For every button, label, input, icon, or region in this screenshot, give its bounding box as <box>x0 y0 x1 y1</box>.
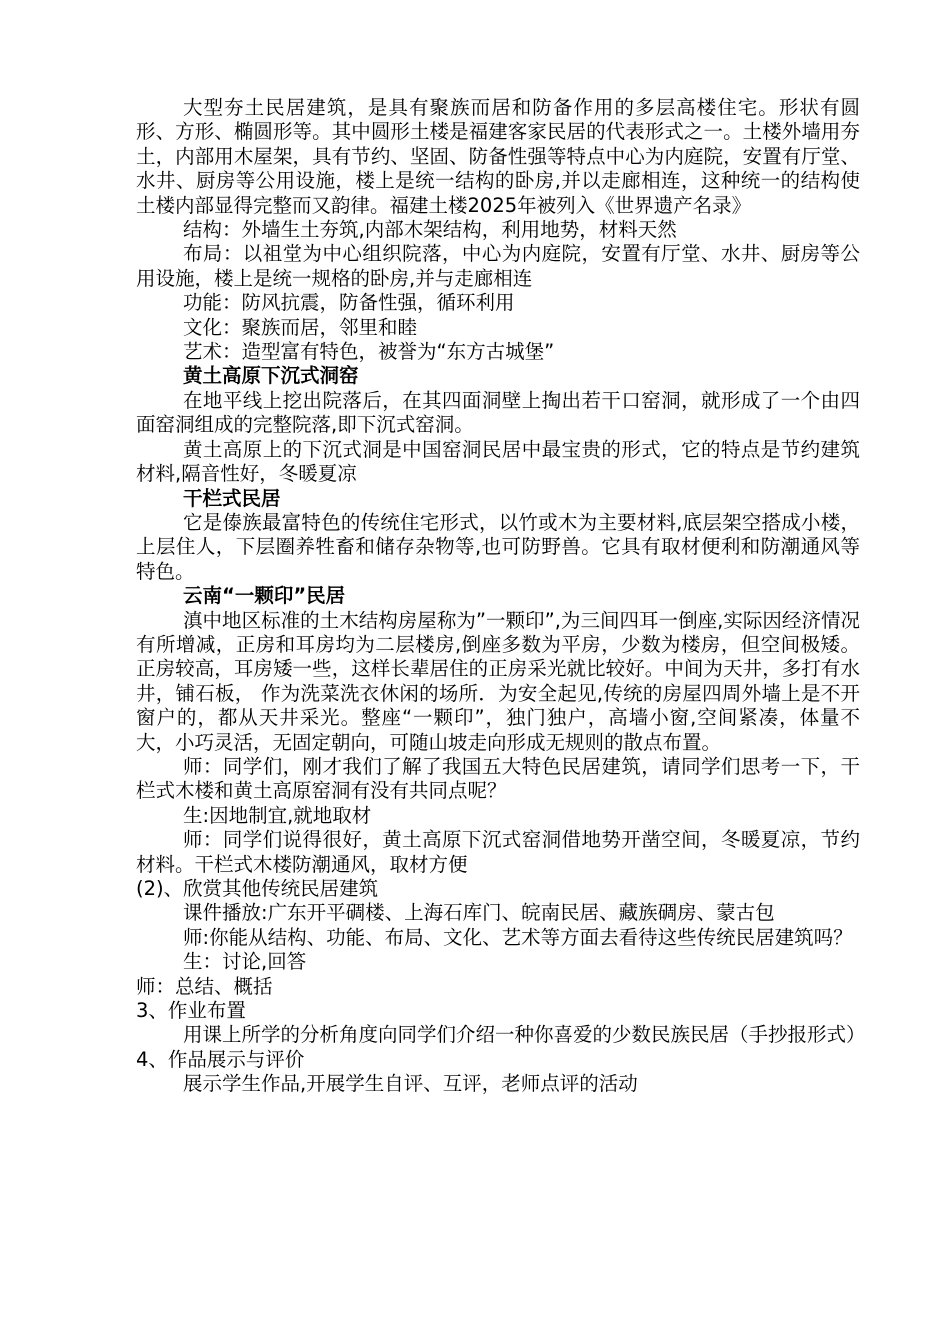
paragraph-stilt-house: 它是傣族最富特色的传统住宅形式，以竹或木为主要材料,底层架空搭成小楼，上层住人，下层圈养牲畜和储存杂物等,也可防野兽。它具有取材便利和防潮通风等特色。 <box>136 510 860 583</box>
heading-loess-cave: 黄土高原下沉式洞窑 <box>183 364 359 388</box>
paragraph-culture: 文化：聚族而居，邻里和睦 <box>183 315 418 339</box>
paragraph-art: 艺术：造型富有特色，被誉为“东方古城堡” <box>183 340 555 364</box>
section-heading-showcase: 4、作品展示与评价 <box>136 1047 305 1071</box>
paragraph-courseware: 课件播放:广东开平碉楼、上海石库门、皖南民居、藏族碉房、蒙古包 <box>183 901 775 925</box>
paragraph-teacher-conclude: 师：总结、概括 <box>136 974 273 998</box>
paragraph-cave-features: 黄土高原上的下沉式洞是中国窑洞民居中最宝贵的形式，它的特点是节约建筑材料,隔音性好，冬暖夏凉 <box>136 437 860 486</box>
paragraph-layout: 布局：以祖堂为中心组织院落，中心为内庭院，安置有厅堂、水井、厨房等公用设施，楼上是统一规格的卧房,并与走廊相连 <box>136 242 860 290</box>
paragraph-yikeyin: 滇中地区标准的土木结构房屋称为”一颗印”,为三间四耳一倒座,实际因经济情况有所增减，正房和耳房均为二层楼房,倒座多数为平房，少数为楼房，但空间极矮。正房较高，耳房矮一些，这样长辈居住的正房采光就比较好。中间为天井，多打有水井，铺石板， 作为洗菜洗衣休闲的场所．为安全起见,传统的房屋四周外墙上是不开窗户的，都从天井采光。整座“一颗印”，独门独户，高墙小窗,空间紧凑，体量不大，小巧灵活，无固定朝向，可随山坡走向形成无规则的散点布置。 <box>136 608 860 754</box>
paragraph-teacher-prompt: 师:你能从结构、功能、布局、文化、艺术等方面去看待这些传统民居建筑吗？ <box>183 925 853 949</box>
paragraph-student-discuss: 生：讨论,回答 <box>183 950 307 974</box>
paragraph-function: 功能：防风抗震，防备性强，循环利用 <box>183 291 515 315</box>
paragraph-structure: 结构：外墙生土夯筑,内部木架结构，利用地势，材料天然 <box>183 218 677 242</box>
paragraph-cave-formation: 在地平线上挖出院落后，在其四面洞壁上掏出若干口窑洞，就形成了一个由四面窑洞组成的完整院落,即下沉式窑洞。 <box>136 388 860 437</box>
paragraph-teacher-summary: 师：同学们说得很好，黄土高原下沉式窑洞借地势开凿空间，冬暖夏凉，节约材料。干栏式木楼防潮通风，取材方便 <box>136 828 860 876</box>
document-page <box>136 96 866 1097</box>
paragraph-student-answer: 生:因地制宜,就地取材 <box>183 803 372 827</box>
heading-stilt-house: 干栏式民居 <box>183 486 281 510</box>
section-heading-appreciate: (2)、欣赏其他传统民居建筑 <box>136 877 379 900</box>
paragraph-homework: 用课上所学的分析角度向同学们介绍一种你喜爱的少数民族民居（手抄报形式） <box>183 1023 866 1047</box>
paragraph-showcase: 展示学生作品,开展学生自评、互评，老师点评的活动 <box>183 1072 638 1096</box>
section-heading-homework: 3、作业布置 <box>136 999 246 1023</box>
heading-yikeyin: 云南“一颗印”民居 <box>183 584 346 608</box>
paragraph-tulou-intro: 大型夯土民居建筑，是具有聚族而居和防备作用的多层高楼住宅。形状有圆形、方形、椭圆形等。其中圆形土楼是福建客家民居的代表形式之一。土楼外墙用夯土，内部用木屋架，具有节约、坚固、防备性强等特点中心为内庭院，安置有厅堂、水井、厨房等公用设施，楼上是统一结构的卧房,并以走廊相连，这种统一的结构使土楼内部显得完整而又韵律。福建土楼2025年被列入《世界遗产名录》 <box>136 96 860 217</box>
paragraph-teacher-question: 师：同学们，刚才我们了解了我国五大特色民居建筑，请同学们思考一下，干栏式木楼和黄土高原窑洞有没有共同点呢？ <box>136 754 860 803</box>
